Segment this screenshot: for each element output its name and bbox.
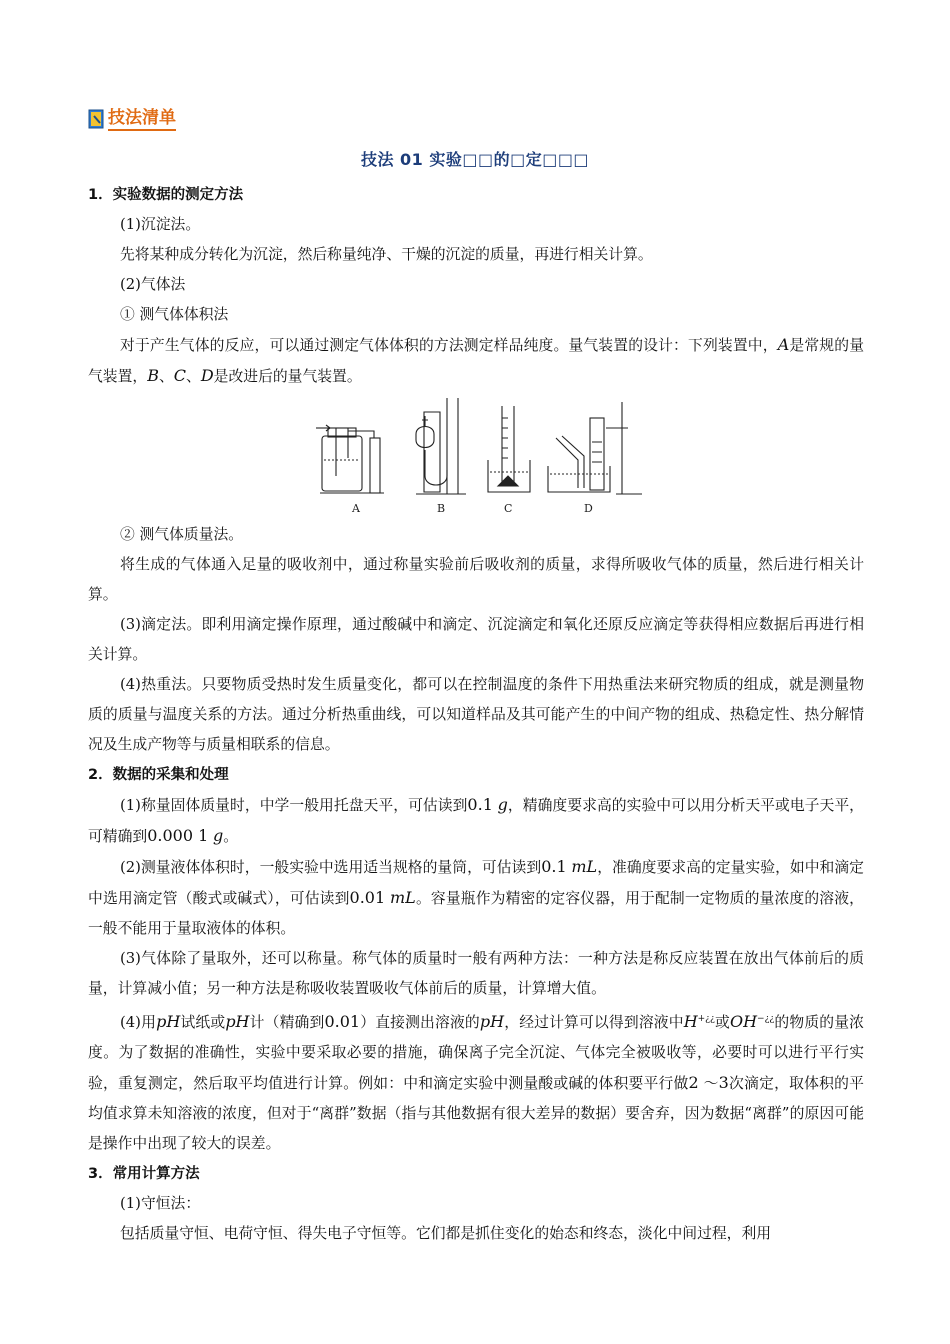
figure-label-c: C <box>504 502 513 515</box>
paragraph: 将生成的气体通入足量的吸收剂中，通过称量实验前后吸收剂的质量，求得所吸收气体的质量，然后进行相关计算。 <box>88 556 864 603</box>
apparatus-diagram <box>316 398 646 516</box>
paragraph: (1)守恒法： <box>120 1194 201 1212</box>
math-var: pH <box>225 1011 250 1031</box>
number: 0.000 1 <box>147 826 209 845</box>
text: ）直接测出溶液的 <box>360 1013 480 1031</box>
badge-label: 技法清单 <box>108 108 176 131</box>
number: 0.01 <box>324 1011 361 1031</box>
math-var: C <box>173 366 187 385</box>
apparatus-a <box>316 425 384 493</box>
text: 计（精确到 <box>249 1013 325 1031</box>
text: 。 <box>223 828 239 845</box>
math-var: D <box>200 366 214 385</box>
text: (2)测量液体体积时，一般实验中选用适当规格的量筒，可估读到 <box>120 859 542 876</box>
paragraph <box>88 852 864 944</box>
text: ～ <box>698 1074 719 1092</box>
section-badge <box>88 106 176 132</box>
figure-label-b: B <box>437 502 446 515</box>
number: 0.01 <box>349 888 386 907</box>
text: 的物质的量浓度。为了数据的准确性，实验中要采取必要的措施，确保离子完全沉淀、气体完全被吸收等，必要时可以进行平行实验，重复测定，然后取平均值进行计算。例如：中和滴定实验中测量酸或碱的体积要平行做 <box>88 1013 864 1092</box>
gas-apparatus-figure <box>88 398 864 516</box>
paragraph: (3)气体除了量取外，还可以称量。称气体的质量时一般有两种方法：一种方法是称反应装置在放出气体前后的质量，计算减小值；另一种方法是称吸收装置吸收气体前后的质量，计算增大值。 <box>88 950 864 997</box>
math-var: pH <box>479 1011 505 1031</box>
superscript: +¿¿ <box>697 1014 715 1024</box>
section-heading-1: 1．实验数据的测定方法 <box>88 187 244 203</box>
text: 、 <box>186 368 201 385</box>
page-title: 技法 01 实验□□的□定□□□ <box>360 150 590 169</box>
math-var: H <box>683 1011 698 1031</box>
text: (1)称量固体质量时，中学一般用托盘天平，可估读到 <box>120 797 468 814</box>
text: ，准确度要求高的定量实验，如中和滴定中选用滴定管（酸式或碱式），可估读到 <box>88 859 864 907</box>
section-heading-3: 3．常用计算方法 <box>88 1165 200 1182</box>
math-var: OH <box>729 1011 758 1031</box>
book-icon <box>88 108 106 130</box>
paragraph <box>88 330 864 392</box>
paragraph: ② 测气体质量法。 <box>120 526 244 543</box>
text: 、 <box>158 368 174 385</box>
unit: g <box>213 826 224 845</box>
number: 3 <box>718 1072 729 1092</box>
section-heading-2: 2．数据的采集和处理 <box>88 767 229 783</box>
text: 试纸或 <box>180 1013 226 1031</box>
text: 或 <box>714 1013 730 1031</box>
text: 次滴定，取体积的平均值求算未知溶液的浓度，但对于“离群”数据（指与其他数据有很大差异的数据）要舍弃，因为数据“离群”的原因可能是操作中出现了较大的误差。 <box>88 1074 864 1152</box>
paragraph: (2)气体法 <box>120 276 186 293</box>
text: ，精确度要求高的实验中可以用分析天平或电子天平，可精确到 <box>88 797 864 845</box>
text: 是常规的量气装置， <box>88 337 864 385</box>
text: 是改进后的量气装置。 <box>213 368 362 385</box>
unit: g <box>497 795 508 814</box>
text: ，经过计算可以得到溶液中 <box>504 1013 684 1031</box>
math-var: B <box>147 366 159 385</box>
math-var: A <box>777 335 790 354</box>
paragraph: (4)热重法。只要物质受热时发生质量变化，都可以在控制温度的条件下用热重法来研究物质的组成，就是测量物质的质量与温度关系的方法。通过分析热重曲线，可以知道样品及其可能产生的中间产物的组成、热稳定性、热分解情况及生成产物等与质量相联系的信息。 <box>88 676 864 753</box>
apparatus-d <box>548 402 642 494</box>
number: 0.1 <box>541 857 567 876</box>
text: 对于产生气体的反应，可以通过测定气体体积的方法测定样品纯度。量气装置的设计：下列装置中， <box>120 337 778 354</box>
document-body <box>88 180 864 1249</box>
paragraph: (1)沉淀法。 <box>120 216 201 233</box>
figure-label-d: D <box>584 502 593 515</box>
apparatus-c <box>488 406 530 492</box>
paragraph <box>88 790 864 852</box>
number: 0.1 <box>467 795 493 814</box>
paragraph: 先将某种成分转化为沉淀，然后称量纯净、干燥的沉淀的质量，再进行相关计算。 <box>120 246 653 263</box>
unit: mL <box>390 888 416 907</box>
number: 2 <box>688 1072 699 1092</box>
math-var: pH <box>156 1011 181 1031</box>
text: 。容量瓶作为精密的定容仪器，用于配制一定物质的量浓度的溶液，一般不能用于量取液体的体积。 <box>88 890 864 937</box>
paragraph <box>88 1004 864 1159</box>
superscript: −¿¿ <box>757 1014 775 1024</box>
figure-label-a: A <box>352 502 360 515</box>
apparatus-b <box>416 398 466 494</box>
paragraph: (3)滴定法。即利用滴定操作原理，通过酸碱中和滴定、沉淀滴定和氧化还原反应滴定等获得相应数据后再进行相关计算。 <box>88 616 864 663</box>
text: (4)用 <box>120 1013 157 1031</box>
paragraph: 包括质量守恒、电荷守恒、得失电子守恒等。它们都是抓住变化的始态和终态，淡化中间过程，利用 <box>120 1224 772 1242</box>
paragraph: ① 测气体体积法 <box>120 306 229 323</box>
unit: mL <box>571 857 598 876</box>
